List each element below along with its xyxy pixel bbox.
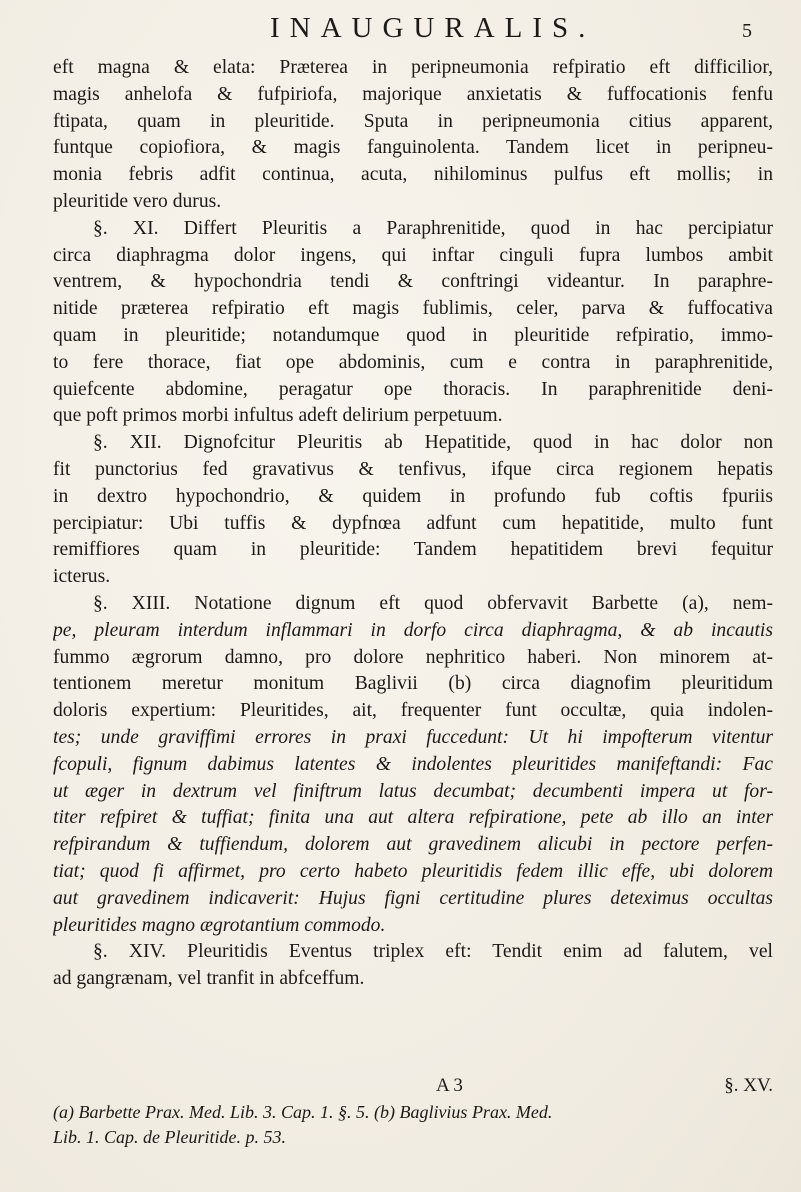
main-text (53, 55, 773, 993)
text-line: fit punctorius fed gravativus & tenfivus, ifque circa regionem hepatis (53, 458, 773, 480)
text-line: ventrem, & hypochondria tendi & conftringi videantur. In paraphre- (53, 271, 773, 293)
catchline (53, 1075, 773, 1101)
text-line: remiffiores quam in pleuritide: Tandem hepatitidem brevi fequitur (53, 539, 773, 561)
text-line: fummo ægrorum damno, pro dolore nephritico haberi. Non minorem at- (53, 646, 773, 668)
catchword: §. XV. (724, 1075, 773, 1096)
page-header (0, 12, 801, 52)
text-line: magis anhelofa & fufpiriofa, majorique anxietatis & fuffocationis fenfu (53, 83, 773, 105)
text-line: eft magna & elata: Præterea in peripneumonia refpiratio eft difficilior, (53, 57, 773, 78)
running-title: INAUGURALIS. (270, 12, 596, 44)
text-line: in dextro hypochondrio, & quidem in profundo fub coftis fpuriis (53, 485, 773, 507)
text-line: pleuritide vero durus. (53, 190, 222, 212)
quote-line: aut gravedinem indicaverit: Hujus figni certitudine plures deteximus occultas (53, 887, 773, 909)
quote-line: ut æger in dextrum vel finiftrum latus decumbat; decumbenti impera ut for- (53, 780, 773, 802)
text-line: quiefcente abdomine, peragatur ope thoracis. In paraphrenitide deni- (53, 378, 773, 400)
footnote-line: Lib. 1. Cap. de Pleuritide. p. 53. (53, 1127, 286, 1147)
section-xiii-start: §. XIII. Notatione dignum eft quod obfervavit Barbette (a), nem- (93, 592, 773, 614)
quote-line: fcopuli, fignum dabimus latentes & indolentes pleuritides manifeftandi: Fac (53, 753, 773, 775)
text-line: funtque copiofiora, & magis fanguinolenta. Tandem licet in peripneu- (53, 137, 773, 159)
text-line: to fere thorace, fiat ope abdominis, cum e contra in paraphrenitide, (53, 351, 773, 373)
text-line: ad gangrænam, vel tranfit in abfceffum. (53, 968, 365, 990)
quote-line: tiat; quod fi affirmet, pro certo habeto pleuritidis fedem illic effe, ubi dolorem (53, 860, 773, 882)
quote-line: titer refpiret & tuffiat; finita una aut altera refpiratione, pete ab illo an inter (53, 807, 773, 829)
text-line: percipiatur: Ubi tuffis & dypfnœa adfunt cum hepatitide, multo funt (53, 512, 773, 534)
text-line: tentionem meretur monitum Baglivii (b) circa diagnofim pleuritidum (53, 673, 773, 695)
quote-line: pleuritides magno ægrotantium commodo. (53, 914, 386, 936)
section-xi-start: §. XI. Differt Pleuritis a Paraphrenitide, quod in hac percipiatur (93, 217, 773, 239)
section-xii-start: §. XII. Dignofcitur Pleuritis ab Hepatitide, quod in hac dolor non (93, 432, 773, 454)
section-xiv-start: §. XIV. Pleuritidis Eventus triplex eft: Tendit enim ad falutem, vel (93, 941, 773, 963)
text-line: icterus. (53, 566, 111, 588)
text-line: nitide præterea refpiratio eft magis fublimis, celer, parva & fuffocativa (53, 298, 773, 320)
signature-mark: A 3 (436, 1075, 463, 1096)
footnotes (53, 1100, 773, 1150)
text-line: doloris expertium: Pleuritides, ait, frequenter funt occultæ, quia indolen- (53, 700, 773, 722)
text-line: ftipata, quam in pleuritide. Sputa in peripneumonia citius apparent, (53, 110, 773, 132)
text-line: quam in pleuritide; notandumque quod in pleuritide refpiratio, immo- (53, 324, 773, 346)
text-line: circa diaphragma dolor ingens, qui inftar cinguli fupra lumbos ambit (53, 244, 773, 266)
text-line: que poft primos morbi infultus adeft delirium perpetuum. (53, 405, 503, 427)
text-line: pe, pleuram interdum inflammari in dorfo circa diaphragma, & ab incautis (53, 619, 773, 641)
text-line: monia febris adfit continua, acuta, nihilominus pulfus eft mollis; in (53, 164, 773, 186)
page-number: 5 (742, 20, 752, 42)
quote-line: refpirandum & tuffiendum, dolorem aut gravedinem alicubi in pectore perfen- (53, 834, 773, 856)
footnote-line: (a) Barbette Prax. Med. Lib. 3. Cap. 1. §. 5. (b) Baglivius Prax. Med. (53, 1102, 553, 1122)
quote-line: tes; unde graviffimi errores in praxi fuccedunt: Ut hi impofterum vitentur (53, 726, 773, 748)
